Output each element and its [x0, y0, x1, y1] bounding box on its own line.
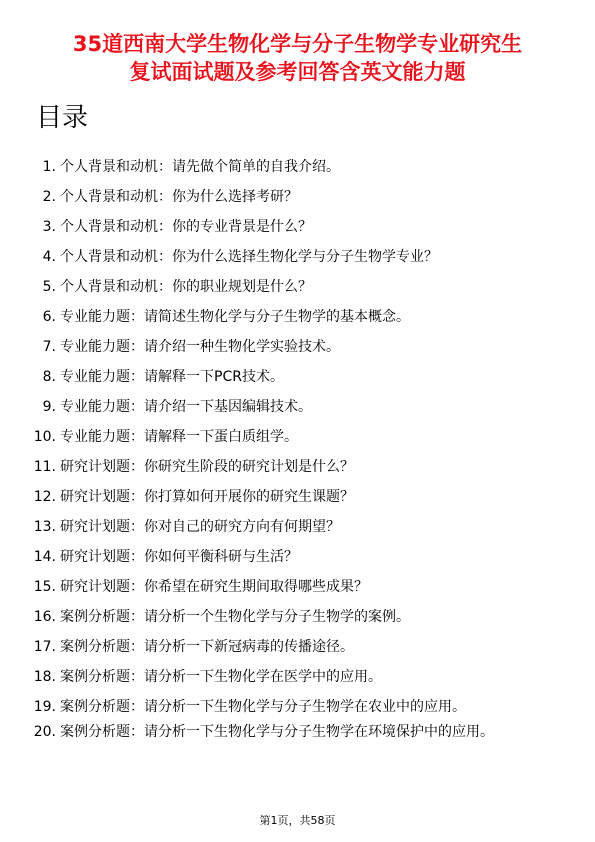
toc-item-number: 5.: [42, 279, 56, 295]
toc-item-text: 专业能力题：请介绍一种生物化学实验技术。: [60, 339, 340, 355]
toc-item-text: 研究计划题：你希望在研究生期间取得哪些成果？: [60, 579, 368, 595]
toc-item[interactable]: [0, 457, 595, 477]
toc-item-number: 1.: [42, 159, 56, 175]
toc-item[interactable]: [0, 517, 595, 537]
toc-item-number: 6.: [42, 309, 56, 325]
toc-item[interactable]: [0, 337, 595, 357]
toc-item-text: 专业能力题：请解释一下蛋白质组学。: [60, 429, 298, 445]
toc-item-text: 研究计划题：你如何平衡科研与生活？: [60, 549, 298, 565]
toc-item[interactable]: [0, 277, 595, 297]
toc-item-number: 19.: [33, 699, 56, 715]
toc-item-number: 9.: [42, 399, 56, 415]
title-line-2: 复试面试题及参考回答含英文能力题: [129, 60, 466, 84]
toc-list: [0, 157, 595, 747]
toc-item[interactable]: [0, 307, 595, 327]
toc-item-number: 15.: [33, 579, 56, 595]
toc-item-text: 案例分析题：请分析一下新冠病毒的传播途径。: [60, 639, 354, 655]
toc-item-text: 研究计划题：你对自己的研究方向有何期望？: [60, 519, 340, 535]
toc-item[interactable]: [0, 187, 595, 207]
toc-item-number: 17.: [33, 639, 56, 655]
toc-item-text: 案例分析题：请分析一下生物化学与分子生物学在农业中的应用。: [60, 699, 466, 715]
toc-item-number: 8.: [42, 369, 56, 385]
title-line-1: 35道西南大学生物化学与分子生物学专业研究生: [72, 32, 523, 56]
toc-item-number: 16.: [33, 609, 56, 625]
toc-item-text: 个人背景和动机：你的职业规划是什么？: [60, 279, 312, 295]
toc-item-text: 个人背景和动机：你的专业背景是什么？: [60, 219, 312, 235]
toc-item-number: 4.: [42, 249, 56, 265]
toc-item-text: 个人背景和动机：你为什么选择生物化学与分子生物学专业？: [60, 249, 438, 265]
toc-item-text: 案例分析题：请分析一下生物化学在医学中的应用。: [60, 669, 382, 685]
toc-item[interactable]: [0, 487, 595, 507]
toc-item-number: 10.: [33, 429, 56, 445]
toc-item-number: 3.: [42, 219, 56, 235]
toc-item[interactable]: [0, 577, 595, 597]
toc-item-number: 11.: [33, 459, 56, 475]
toc-item-number: 13.: [33, 519, 56, 535]
toc-item[interactable]: [0, 157, 595, 177]
toc-item-text: 专业能力题：请解释一下PCR技术。: [60, 369, 284, 385]
toc-item-number: 20.: [33, 724, 56, 740]
toc-item-text: 专业能力题：请简述生物化学与分子生物学的基本概念。: [60, 309, 410, 325]
toc-item[interactable]: [0, 722, 595, 742]
toc-item[interactable]: [0, 397, 595, 417]
toc-item[interactable]: [0, 427, 595, 447]
toc-item-text: 专业能力题：请介绍一下基因编辑技术。: [60, 399, 312, 415]
document-title: [20, 30, 575, 86]
toc-item-number: 18.: [33, 669, 56, 685]
toc-item-number: 2.: [42, 189, 56, 205]
page-footer: 第1页，共58页: [259, 814, 336, 827]
toc-item-text: 研究计划题：你打算如何开展你的研究生课题？: [60, 489, 354, 505]
toc-item[interactable]: [0, 607, 595, 627]
toc-item[interactable]: [0, 247, 595, 267]
toc-item-number: 12.: [33, 489, 56, 505]
toc-item-text: 研究计划题：你研究生阶段的研究计划是什么？: [60, 459, 354, 475]
toc-item-text: 个人背景和动机：请先做个简单的自我介绍。: [60, 159, 340, 175]
toc-item-number: 14.: [33, 549, 56, 565]
toc-item[interactable]: [0, 697, 595, 717]
toc-item-number: 7.: [42, 339, 56, 355]
toc-item-text: 个人背景和动机：你为什么选择考研？: [60, 189, 298, 205]
toc-item[interactable]: [0, 637, 595, 657]
toc-item[interactable]: [0, 367, 595, 387]
toc-heading: 目录: [36, 103, 89, 133]
toc-item[interactable]: [0, 547, 595, 567]
toc-item-text: 案例分析题：请分析一下生物化学与分子生物学在环境保护中的应用。: [60, 724, 494, 740]
toc-item[interactable]: [0, 217, 595, 237]
toc-item-text: 案例分析题：请分析一个生物化学与分子生物学的案例。: [60, 609, 410, 625]
toc-item[interactable]: [0, 667, 595, 687]
